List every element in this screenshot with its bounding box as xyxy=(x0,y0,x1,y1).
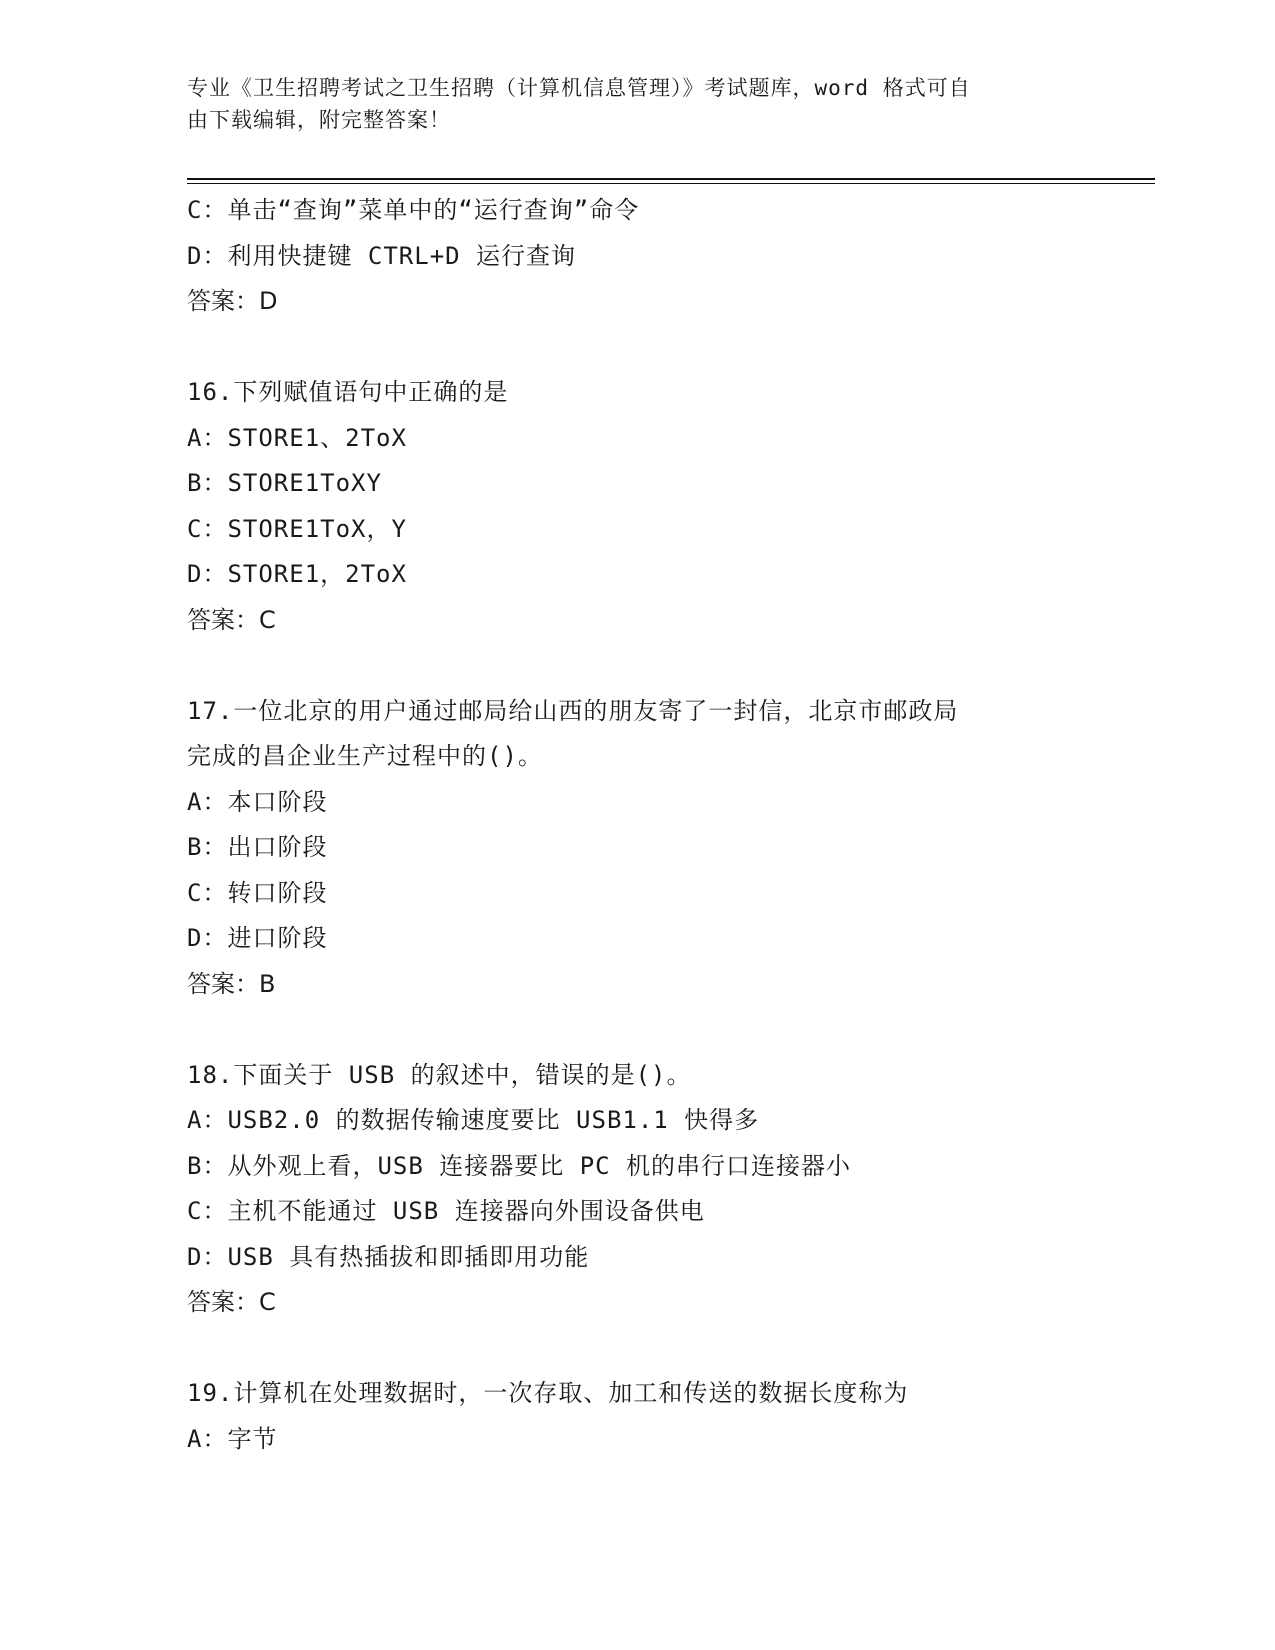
option-c: C：单击“查询”菜单中的“运行查询”命令 xyxy=(187,196,640,224)
question-list xyxy=(187,188,1107,1462)
question-stem: 16.下列赋值语句中正确的是 xyxy=(187,378,509,406)
answer-line: 答案：C xyxy=(187,1288,276,1316)
option-a: A：USB2.0 的数据传输速度要比 USB1.1 快得多 xyxy=(187,1106,760,1134)
question-gap xyxy=(187,325,1107,371)
header-divider-thick xyxy=(187,178,1155,180)
option-d: D：进口阶段 xyxy=(187,924,328,952)
option-c: C：主机不能通过 USB 连接器向外围设备供电 xyxy=(187,1197,705,1225)
question-stem-line-1: 17.一位北京的用户通过邮局给山西的朋友寄了一封信，北京市邮政局 xyxy=(187,696,959,725)
header-divider-thin xyxy=(187,183,1155,184)
header-line-2: 由下载编辑，附完整答案！ xyxy=(187,108,451,132)
option-a: A：STORE1、2ToX xyxy=(187,423,407,452)
question-17 xyxy=(187,689,1107,1008)
option-b: B：从外观上看，USB 连接器要比 PC 机的串行口连接器小 xyxy=(187,1151,852,1180)
option-b: B：STORE1ToXY xyxy=(187,469,382,497)
document-header xyxy=(187,72,1067,136)
answer-line: 答案：B xyxy=(187,969,276,998)
question-gap xyxy=(187,643,1107,689)
question-16 xyxy=(187,370,1107,643)
question-gap xyxy=(187,1007,1107,1053)
option-d: D：USB 具有热插拔和即插即用功能 xyxy=(187,1242,590,1271)
header-line-1: 专业《卫生招聘考试之卫生招聘（计算机信息管理）》考试题库，word 格式可自 xyxy=(187,76,971,100)
option-b: B：出口阶段 xyxy=(187,833,328,861)
option-c: C：STORE1ToX，Y xyxy=(187,514,407,543)
option-a: A：字节 xyxy=(187,1424,278,1453)
question-18 xyxy=(187,1053,1107,1326)
answer-line: 答案：D xyxy=(187,287,278,315)
option-a: A：本口阶段 xyxy=(187,787,328,816)
question-gap xyxy=(187,1326,1107,1372)
question-stem-line-2: 完成的昌企业生产过程中的()。 xyxy=(187,742,543,770)
option-d: D：利用快捷键 CTRL+D 运行查询 xyxy=(187,241,577,270)
question-stem: 19.计算机在处理数据时，一次存取、加工和传送的数据长度称为 xyxy=(187,1379,909,1407)
option-d: D：STORE1，2ToX xyxy=(187,560,407,588)
question-stem: 18.下面关于 USB 的叙述中，错误的是()。 xyxy=(187,1060,692,1089)
option-c: C：转口阶段 xyxy=(187,878,328,907)
answer-line: 答案：C xyxy=(187,605,276,634)
question-15-tail xyxy=(187,188,1107,325)
question-19 xyxy=(187,1371,1107,1462)
